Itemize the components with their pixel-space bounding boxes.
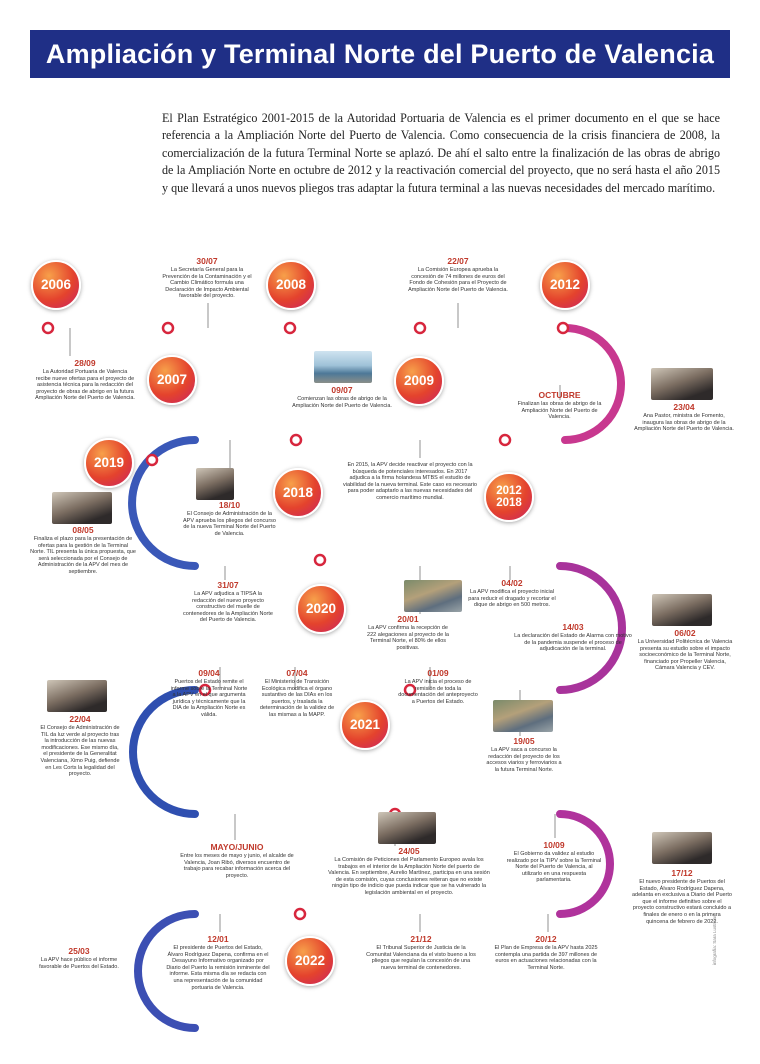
event-2020-01-20: 20/01 La APV confirma la recepción de 222 alegaciones al proyecto de la Terminal Norte, el 80% de ellos positivas.: [367, 614, 449, 651]
year-2020-badge: 2020: [296, 584, 346, 634]
event-2020-02-06: 06/02 La Universidad Politécnica de Valencia presenta su estudio sobre el impacto socioeconómico de la Terminal Norte, financiado por Propeller Valencia, Cámara Valencia y CEV.: [637, 628, 733, 672]
page-title: Ampliación y Terminal Norte del Puerto de Valencia: [45, 38, 715, 69]
event-2018-10-18: 18/10 El Consejo de Administración de la APV aprueba los pliegos del concurso de la nueva Terminal Norte del Puerto de Valencia.: [183, 500, 276, 537]
parliament-photo: [47, 680, 107, 712]
event-2006-09-28: 28/09 La Autoridad Portuaria de Valencia recibe nueve ofertas para el proyecto de asistencia técnica para la redacción del proyecto de obras de abrigo en la futura Ampliación Norte del Puerto de Valencia.: [35, 358, 135, 402]
year-2021-badge: 2021: [340, 700, 390, 750]
event-2012-04-23: 23/04 Ana Pastor, ministra de Fomento, inaugura las obras de abrigo de la Ampliación Norte del Puerto de Valencia.: [634, 402, 734, 433]
intro-paragraph: El Plan Estratégico 2001-2015 de la Autoridad Portuaria de Valencia es el primer documento en el que se hace referencia a la Ampliación Norte del Puerto de Valencia. Como consecuencia de la crisis financiera de 2008, la comercialización de la futura Terminal Norte se aplazó. De ahí el salto entre la finalización de las obras de abrigo de la Ampliación Norte en octubre de 2012 y la reactivación comercial del proyecto, que no será hasta el año 2015 y que llevará a unos nuevos pliegos tras adaptar la futura terminal a las nuevas necesidades del mercado marítimo.: [162, 111, 720, 195]
event-2008-07-22: 22/07 La Comisión Europea aprueba la concesión de 74 millones de euros del Fondo de Cohesión para el Proyecto de Ampliación Norte del Puerto de Valencia.: [408, 256, 508, 293]
year-2007-badge: 2007: [147, 355, 197, 405]
event-2012-october: OCTUBRE Finalizan las obras de abrigo de la Ampliación Norte del Puerto de Valencia.: [517, 390, 602, 421]
ana-pastor-photo: [651, 368, 713, 400]
event-2020-07-31: 31/07 La APV adjudica a TIPSA la redacción del nuevo proyecto constructivo del muelle de contenedores de la Ampliación Norte del Puerto de Valencia.: [183, 580, 273, 624]
event-2022-03-25: 25/03 La APV hace público el informe favorable de Puertos del Estado.: [39, 946, 119, 970]
event-2021-09-01: 01/09 La APV inicia el proceso de remisión de toda la documentación del anteproyecto a Puertos del Estado.: [398, 668, 478, 705]
event-2007-07-30: 30/07 La Secretaría General para la Prevención de la Contaminación y el Cambio Climático formula una Declaración de Impacto Ambiental favorable del proyecto.: [162, 256, 252, 300]
credit-text: infografía: Sara Lustrinas: [712, 914, 717, 965]
council-meeting-photo: [196, 468, 234, 500]
port-access-photo: [493, 700, 553, 732]
event-2021-05-24: 24/05 La Comisión de Peticiones del Parlamento Europeo avala los trabajos en el interior de la Ampliación Norte del puerto de Valencia. En septiembre, Aurelio Martínez, participa en una sesión de esta comisión, cuyas conclusiones reiteran que no existe ningún tipo de indicio que pueda indicar que se ha vulnerado la legislación ambiental en el proyecto.: [328, 846, 490, 896]
event-2020-03-14: 14/03 La declaración del Estado de Alarma con motivo de la pandemia suspende el proceso de adjudicación de la terminal.: [514, 622, 632, 653]
event-2020-02-04: 04/02 La APV modifica el proyecto inicial para reducir el dragado y recortar el dique de abrigo en 500 metros.: [468, 578, 556, 609]
year-2008-badge: 2008: [266, 260, 316, 310]
breakwater-photo: [314, 351, 372, 383]
event-2021-04-07: 07/04 El Ministerio de Transición Ecológica modifica el órgano sustantivo de las DIAs en los puertos, y traslada la determinación de la validez de las mismas a la MAPP.: [259, 668, 335, 718]
event-2021-09-10: 10/09 El Gobierno da validez al estudio realizado por la TIPV sobre la Terminal Norte del Puerto de Valencia, al utilizarlo en una respuesta parlamentaria.: [506, 840, 602, 884]
port-aerial-photo: [404, 580, 462, 612]
year-2022-badge: 2022: [285, 936, 335, 986]
dapena-photo: [652, 832, 712, 864]
event-2022-01-12: 12/01 El presidente de Puertos del Estado, Álvaro Rodríguez Dapena, confirma en el Desayuno Informativo organizado por Diario del Puerto la remisión inminente del informe. Esta misma día se redacta con una representación de la comunidad portuaria de Valencia.: [166, 934, 270, 991]
year-2012-badge: 2012: [540, 260, 590, 310]
bid-meeting-photo: [52, 492, 112, 524]
event-2021-05-19: 19/05 La APV saca a concurso la redacción del proyecto de los accesos viarios y ferroviarios a la futura Terminal Norte.: [486, 736, 562, 773]
university-study-photo: [652, 594, 712, 626]
event-2009-07-09: 09/07 Comienzan las obras de abrigo de la Ampliación Norte del Puerto de Valencia.: [292, 385, 392, 409]
event-2021-04-09: 09/04 Puertos del Estado remite el informe sobre la Terminal Norte a la APV en el que argumenta jurídica y técnicamente que la DIA de la Ampliación Norte es válida.: [170, 668, 248, 718]
event-2015-reactivation: En 2015, la APV decide reactivar el proyecto con la búsqueda de potenciales interesados. En 2017 adjudica a la firma holandesa MTBS el estudio de viabilidad de la nueva terminal. Este caso es necesario para poder adaptarlo a las nuevas necesidades del comercio marítimo mundial.: [343, 462, 477, 501]
event-2021-12-20: 20/12 El Plan de Empresa de la APV hasta 2025 contempla una partida de 397 millones de euros en actuaciones relacionadas con la Terminal Norte.: [494, 934, 598, 971]
event-2021-12-21: 21/12 El Tribunal Superior de Justicia de la Comunitat Valenciana da el visto bueno a los pliegos que regulan la concesión de una nueva terminal de contenedores.: [366, 934, 476, 971]
event-2021-04-22: 22/04 El Consejo de Administración de TIL da luz verde al proyecto tras la introducción de las nuevas modificaciones. Ese mismo día, el presidente de la Generalitat Valenciana, Ximo Puig, defiende en Les Corts la legalidad del proyecto.: [40, 714, 120, 778]
event-2021-12-17: 17/12 El nuevo presidente de Puertos del Estado, Álvaro Rodríguez Dapena, adelanta en exclusiva a Diario del Puerto que el informe definitivo sobre el proyecto constructivo estará concluido a finales de enero o en la primera quincena de febrero de 2022.: [632, 868, 732, 925]
commission-photo: [378, 812, 436, 844]
year-2018-badge: 2018: [273, 468, 323, 518]
year-2019-badge: 2019: [84, 438, 134, 488]
event-2019-05-08: 08/05 Finaliza el plazo para la presentación de ofertas para la gestión de la Terminal Norte. TIL presenta la única propuesta, que será seleccionada por el Consejo de Administración de la APV del mes de septiembre.: [30, 525, 136, 575]
year-2012-2018-badge: 2012 2018: [484, 472, 534, 522]
year-2009-badge: 2009: [394, 356, 444, 406]
year-2006-badge: 2006: [31, 260, 81, 310]
event-2021-may-june: MAYO/JUNIO Entre los meses de mayo y junio, el alcalde de Valencia, Joan Ribó, diversos encuentro de trabajo para recabar información acerca del proyecto.: [180, 842, 294, 879]
